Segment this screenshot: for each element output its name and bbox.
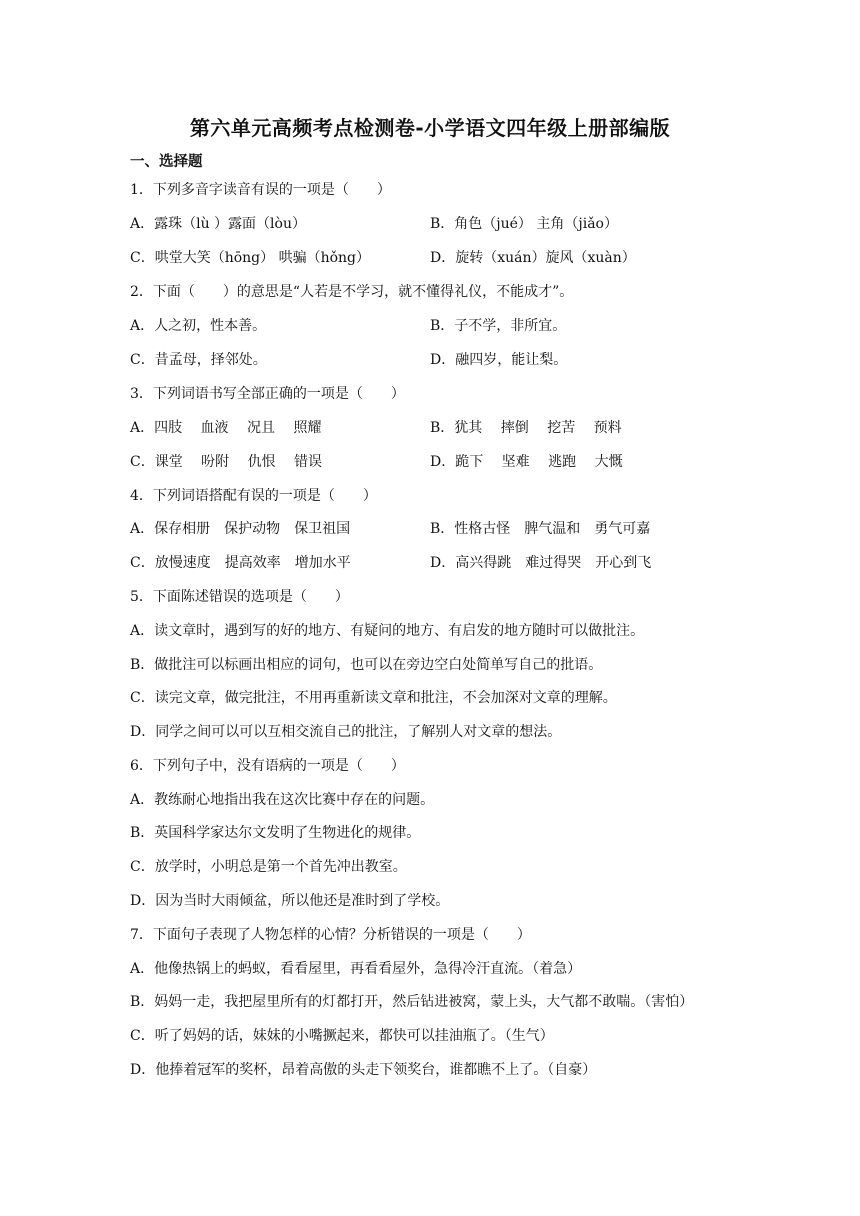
question-5-option-d: D．同学之间可以可以互相交流自己的批注，了解别人对文章的想法。 xyxy=(130,724,562,740)
question-3-option-a: A．四肢 血液 况且 照耀 xyxy=(130,420,322,436)
question-2-option-b: B．子不学，非所宜。 xyxy=(430,318,567,334)
question-5-stem: 5．下面陈述错误的选项是（ ） xyxy=(130,589,349,605)
question-1-option-b: B．角色（jué） 主角（jiǎo） xyxy=(430,216,618,232)
question-4-stem: 4．下列词语搭配有误的一项是（ ） xyxy=(130,488,377,504)
section-heading: 一、选择题 xyxy=(130,154,203,170)
question-5-option-c: C．读完文章，做完批注，不用再重新读文章和批注，不会加深对文章的理解。 xyxy=(130,690,617,706)
question-3-option-b: B．犹其 摔倒 挖苦 预料 xyxy=(430,420,622,436)
question-7-option-b: B．妈妈一走，我把屋里所有的灯都打开，然后钻进被窝，蒙上头，大气都不敢喘。（害怕） xyxy=(130,994,694,1010)
question-3-option-d: D．跪下 坚难 逃跑 大慨 xyxy=(430,454,623,470)
question-1-stem: 1．下列多音字读音有误的一项是（ ） xyxy=(130,182,391,198)
question-4-option-c: C．放慢速度 提高效率 增加水平 xyxy=(130,555,351,571)
question-1-option-c: C．哄堂大笑（hōng） 哄骗（hǒng） xyxy=(130,250,371,266)
question-6-option-a: A．教练耐心地指出我在这次比赛中存在的问题。 xyxy=(130,792,435,808)
question-2-option-d: D．融四岁，能让梨。 xyxy=(430,352,568,368)
question-6-option-b: B．英国科学家达尔文发明了生物进化的规律。 xyxy=(130,825,421,841)
question-1-option-a: A．露珠（lù ）露面（lòu） xyxy=(130,216,306,232)
question-2-option-a: A．人之初，性本善。 xyxy=(130,318,267,334)
question-7-option-d: D．他捧着冠军的奖杯，昂着高傲的头走下领奖台，谁都瞧不上了。（自豪） xyxy=(130,1062,597,1078)
question-5-option-b: B．做批注可以标画出相应的词句，也可以在旁边空白处简单写自己的批语。 xyxy=(130,657,603,673)
question-6-stem: 6．下列句子中，没有语病的一项是（ ） xyxy=(130,758,405,774)
question-6-option-d: D．因为当时大雨倾盆，所以他还是准时到了学校。 xyxy=(130,893,450,909)
question-7-option-c: C．听了妈妈的话，妹妹的小嘴撅起来，都快可以挂油瓶了。（生气） xyxy=(130,1028,554,1044)
question-5-option-a: A．读文章时，遇到写的好的地方、有疑问的地方、有启发的地方随时可以做批注。 xyxy=(130,623,645,639)
question-3-option-c: C．课堂 吩附 仇恨 错误 xyxy=(130,454,323,470)
question-1-option-d: D．旋转（xuán）旋风（xuàn） xyxy=(430,250,636,266)
question-6-option-c: C．放学时，小明总是第一个首先冲出教室。 xyxy=(130,859,407,875)
question-3-stem: 3．下列词语书写全部正确的一项是（ ） xyxy=(130,386,405,402)
question-7-option-a: A．他像热锅上的蚂蚁，看看屋里，再看看屋外，急得冷汗直流。（着急） xyxy=(130,961,582,977)
question-4-option-b: B．性格古怪 脾气温和 勇气可嘉 xyxy=(430,521,651,537)
question-7-stem: 7．下面句子表现了人物怎样的心情？分析错误的一项是（ ） xyxy=(130,927,531,943)
question-2-option-c: C．昔孟母，择邻处。 xyxy=(130,352,267,368)
page-title: 第六单元高频考点检测卷-小学语文四年级上册部编版 xyxy=(189,116,671,140)
question-2-stem: 2．下面（ ）的意思是“人若是不学习，就不懂得礼仪，不能成才”。 xyxy=(130,284,574,300)
question-4-option-d: D．高兴得跳 难过得哭 开心到飞 xyxy=(430,555,652,571)
question-4-option-a: A．保存相册 保护动物 保卫祖国 xyxy=(130,521,351,537)
